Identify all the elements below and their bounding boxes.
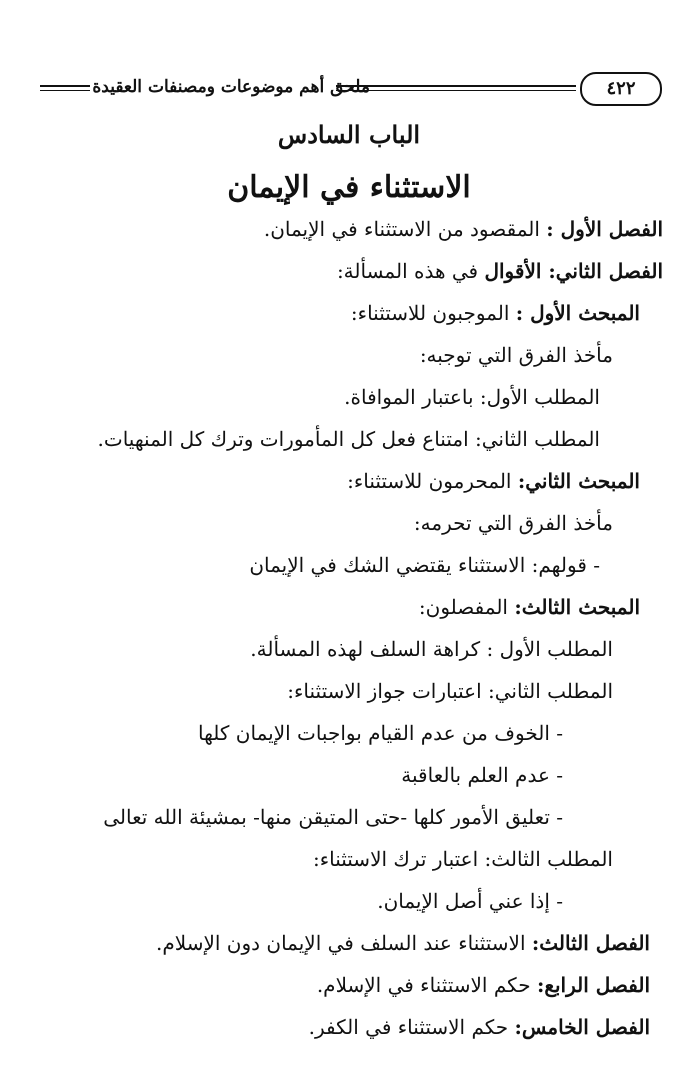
- part-title: الباب السادس: [277, 120, 421, 149]
- outline-heading: الفصل الأول :: [546, 217, 663, 241]
- outline-text: مأخذ الفرق التي تحرمه:: [413, 511, 613, 535]
- chapter-title: الاستثناء في الإيمان: [227, 170, 471, 205]
- outline-heading: الفصل الرابع:: [536, 973, 650, 997]
- page-number: ٤٢٢: [580, 72, 662, 106]
- outline-text: المطلب الثاني: امتناع فعل كل المأمورات وترك كل المنهيات.: [97, 427, 600, 451]
- outline-line: [309, 1015, 650, 1039]
- outline-line: [337, 259, 663, 283]
- outline-line: [103, 805, 563, 829]
- outline-text: المحرمون للاستثناء:: [347, 469, 518, 493]
- outline-line: [317, 973, 650, 997]
- outline-heading: الفصل الثاني: الأقوال: [484, 259, 663, 283]
- outline-line: [419, 595, 640, 619]
- outline-text: المطلب الأول: باعتبار الموافاة.: [344, 385, 600, 409]
- outline-heading: الفصل الخامس:: [514, 1015, 650, 1039]
- outline-text: - قولهم: الاستثناء يقتضي الشك في الإيمان: [249, 553, 600, 577]
- outline-text: - عدم العلم بالعاقبة: [401, 763, 563, 787]
- outline-line: [249, 553, 600, 577]
- outline-line: [264, 217, 663, 241]
- outline-line: [287, 679, 613, 703]
- outline-text: المطلب الأول : كراهة السلف لهذه المسألة.: [250, 637, 613, 661]
- outline-line: [98, 427, 600, 451]
- outline-text: حكم الاستثناء في الكفر.: [308, 1015, 515, 1039]
- header-title: ملحق أهم موضوعات ومصنفات العقيدة: [92, 77, 370, 97]
- outline-text: في هذه المسألة:: [336, 259, 485, 283]
- outline-line: [156, 931, 650, 955]
- outline-heading: المبحث الأول :: [515, 301, 640, 325]
- outline-line: [377, 889, 563, 913]
- outline-text: المفصلون:: [418, 595, 515, 619]
- outline-text: الموجبون للاستثناء:: [350, 301, 516, 325]
- outline-line: [414, 511, 613, 535]
- outline-heading: المبحث الثالث:: [514, 595, 640, 619]
- outline-line: [401, 763, 563, 787]
- outline-line: [198, 721, 563, 745]
- outline-line: [344, 385, 600, 409]
- outline-text: - إذا عني أصل الإيمان.: [377, 889, 563, 913]
- outline-text: الاستثناء عند السلف في الإيمان دون الإسلام.: [156, 931, 532, 955]
- outline-text: - تعليق الأمور كلها -حتى المتيقن منها- بمشيئة الله تعالى: [103, 805, 563, 829]
- outline-heading: الفصل الثالث:: [531, 931, 650, 955]
- outline-line: [313, 847, 613, 871]
- outline-line: [351, 301, 640, 325]
- outline-text: المقصود من الاستثناء في الإيمان.: [263, 217, 547, 241]
- outline-text: مأخذ الفرق التي توجبه:: [419, 343, 613, 367]
- outline-line: [420, 343, 613, 367]
- outline-text: المطلب الثاني: اعتبارات جواز الاستثناء:: [287, 679, 613, 703]
- outline-text: - الخوف من عدم القيام بواجبات الإيمان كلها: [197, 721, 563, 745]
- outline-line: [250, 637, 613, 661]
- outline-heading: المبحث الثاني:: [517, 469, 640, 493]
- outline-line: [347, 469, 640, 493]
- outline-text: حكم الاستثناء في الإسلام.: [316, 973, 537, 997]
- outline-text: المطلب الثالث: اعتبار ترك الاستثناء:: [312, 847, 613, 871]
